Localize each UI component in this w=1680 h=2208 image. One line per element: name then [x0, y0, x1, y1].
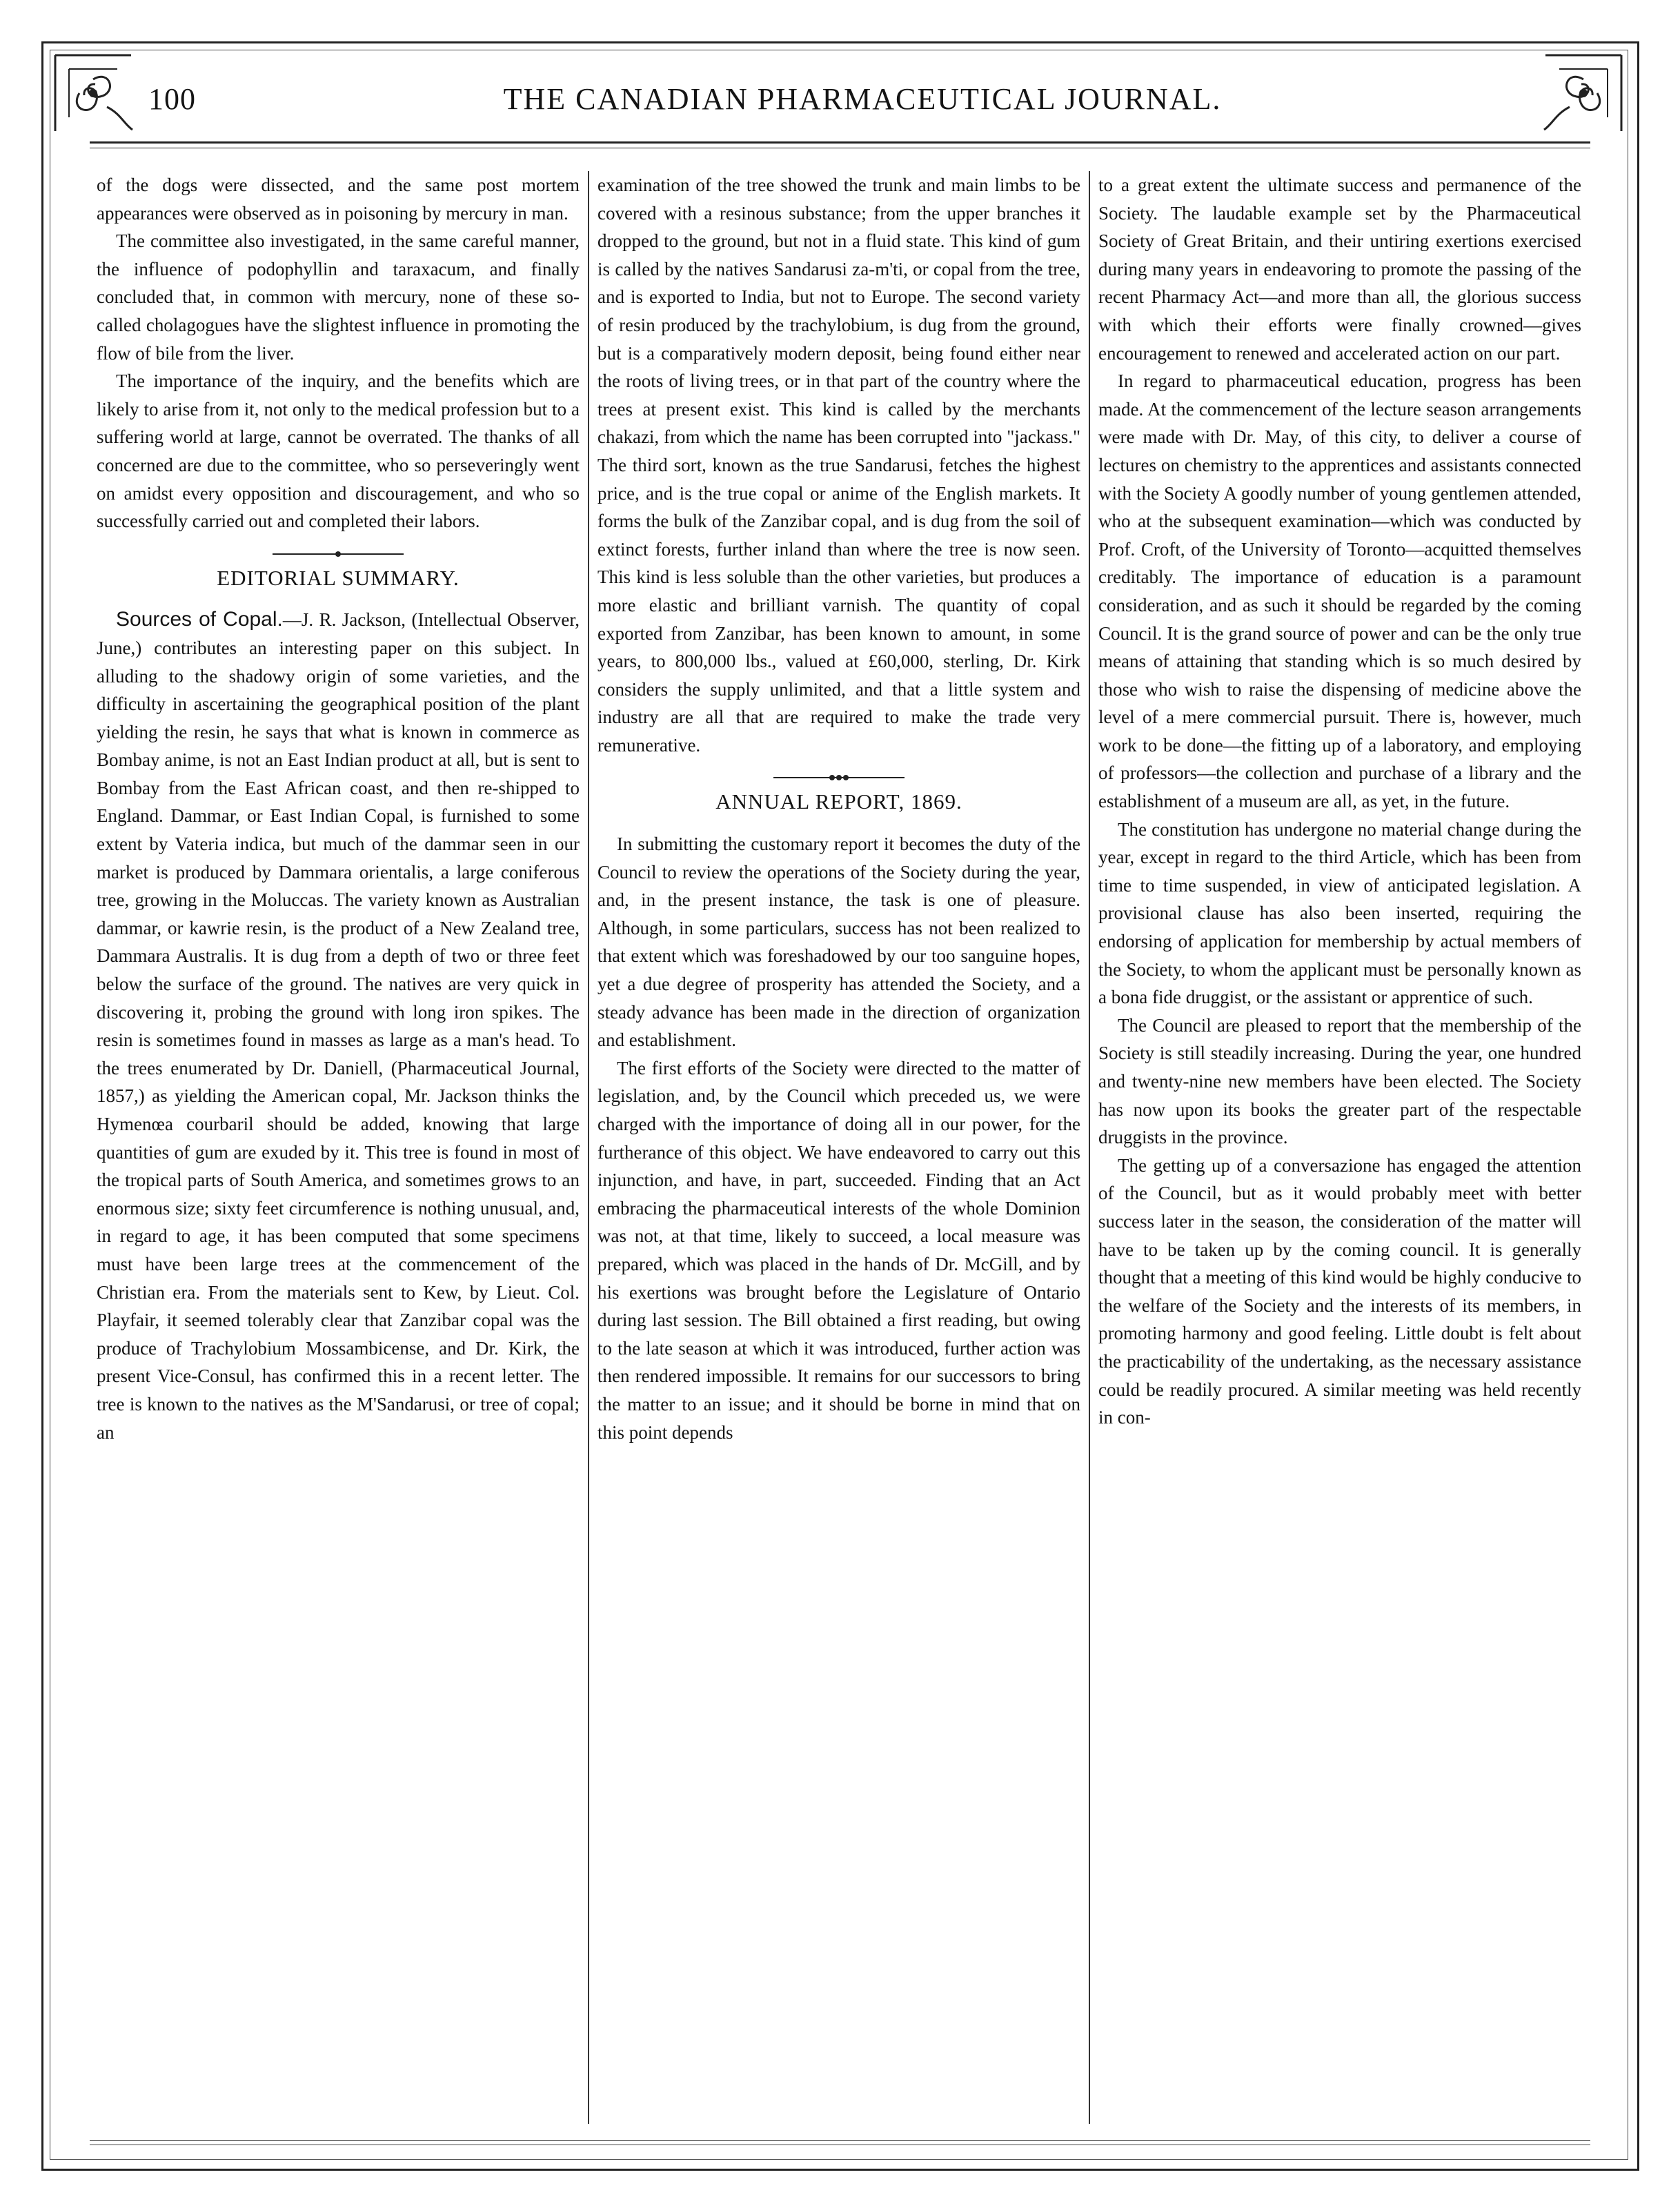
paragraph: The constitution has undergone no material change during the year, except in regard to the third Article, which has been from time to time suspended, in view of anticipated legislation. A provisional clause has also been inserted, requiring the endorsing of application for membership by actual members of the Society, to whom the applicant must be personally known as a bona fide druggist, or the assistant or apprentice of such. [1098, 818, 1581, 1008]
paragraph-text: —J. R. Jackson, (Intellectual Observer, June,) contributes an interesting paper on this subject. In alluding to the shadowy origin of some varieties, and the difficulty in ascertaining the geographical position of the plant yielding the resin, he says that what is known in commerce as Bombay animе, is not an East Indian product at all, but is sent to Bombay from the East African coast, and then re-shipped to England. Dammar, or East Indian Copal, is furnished to some extent by Vateria indica, but much of the dammar seen in our market is produced by Dammara orientalis, a large coniferous tree, growing in the Moluccas. The variety known as Australian dammar, or kawrie resin, is the product of a New Zealand tree, Dammara Australis. It is dug from a depth of two or three feet below the surface of the ground. The natives are very quick in discovering it, probing the ground with long iron spikes. The resin is sometimes found in masses as large as a man's head. To the trees enumerated by Dr. Daniell, (Pharmaceutical Journal, 1857,) as yielding the American copal, Mr. Jackson thinks the Hymenœa courbaril should be added, knowing that large quantities of gum are exuded by it. This tree is found in most of the tropical parts of South America, and sometimes grows to an enormous size; sixty feet circumference is nothing unusual, and, in regard to age, it has been computed that some specimens must have been large trees at the commencement of the Christian era. From the materials sent to Kew, by Lieut. Col. Playfair, it seemed tolerably clear that Zanzibar copal was the produce of Trachylobium Mossambicense, and Dr. Kirk, the present Vice-Consul, has confirmed this in a recent letter. The tree is known to the natives as the M'Sandarusi, or tree of copal; an [97, 609, 580, 1443]
paragraph: examination of the tree showed the trunk and main limbs to be covered with a resinous substance; from the upper branches it dropped to the ground, but not in a fluid state. This kind of gum is called by the natives Sandarusi za-m'ti, or copal from the tree, and is exported to India, but not to Europe. The second variety of resin produced by the trachylobium, is dug from the ground, but is a comparatively modern deposit, being found either near the roots of living trees, or in that part of the country where the trees at present exist. This kind is called by the merchants chakazi, from which the name has been corrupted into "jackass." The third sort, known as the true Sandarusi, fetches the highest price, and is the true copal or animе of the English markets. It forms the bulk of the Zanzibar copal, and is dug from the soil of extinct forests, further inland than where the tree is now seen. This kind is less soluble than the other varieties, but produces a more elastic and brilliant varnish. The quantity of copal exported from Zanzibar, has been known to amount, in some years, to 800,000 lbs., valued at £60,000, sterling, Dr. Kirk considers the supply unlimited, and that a little system and industry are all that are required to make the trade very remunerative. [597, 175, 1080, 756]
column-2 [597, 171, 1080, 2124]
section-divider [773, 773, 905, 782]
paragraph: The Council are pleased to report that the membership of the Society is still steadily increasing. During the year, one hundred and twenty-nine new members have been elected. The Society has now upon its books the greater part of the respectable druggists in the province. [1098, 1014, 1581, 1148]
paragraph: to a great extent the ultimate success and permanence of the Society. The laudable example set by the Pharmaceutical Society of Great Britain, and their untiring exertions exercised during many years in endeavoring to promote the passing of the recent Pharmacy Act—and more than all, the glorious success with which their efforts were finally crowned—gives encouragement to renewed and accelerated action on our part. [1098, 175, 1581, 364]
lead-title: Sources of Copal. [116, 608, 283, 631]
footer-rule [90, 2140, 1590, 2141]
column-rule-2 [1089, 171, 1090, 2124]
column-1 [97, 171, 580, 2124]
page-number: 100 [148, 82, 196, 116]
column-3 [1098, 171, 1581, 2124]
paragraph: of the dogs were dissected, and the same post mortem appearances were observed as in poisoning by mercury in man. [97, 175, 580, 224]
paragraph: The importance of the inquiry, and the benefits which are likely to arise from it, not only to the medical profession but to a suffering world at large, cannot be overrated. The thanks of all concerned are due to the committee, who so perseveringly went on amidst every opposition and discouragement, and who so successfully carried out and completed their labors. [97, 371, 580, 532]
paragraph: In submitting the customary report it becomes the duty of the Council to review the operations of the Society during the year, and, in the present instance, the task is one of pleasure. Although, in some particulars, success has not been realized to that extent which was foreshadowed by our too sanguine hopes, yet a due degree of prosperity has attended the Society, and a steady advance has been made in the direction of organization and establishment. [597, 834, 1080, 1051]
paragraph: The committee also investigated, in the same careful manner, the influence of podophyllin and taraxacum, and finally concluded that, in common with mercury, none of these so-called cholagogues have the slightest influence in promoting the flow of bile from the liver. [97, 230, 580, 364]
paragraph: The first efforts of the Society were directed to the matter of legislation, and, by the Council which preceded us, we were charged with the importance of doing all in our power, for the furtherance of this object. We have endeavored to carry out this injunction, and have, in part, succeeded. Finding that an Act embracing the pharmaceutical interests of the whole Dominion was not, at that time, likely to succeed, a local measure was prepared, which was placed in the hands of Dr. McGill, and by his exertions was brought before the Legislature of Ontario during last session. The Bill obtained a first reading, but owing to the late season at which it was introduced, further action was then rendered impossible. It remains for our successors to bring the matter to an issue; and it should be borne in mind that on this point depends [597, 1057, 1080, 1443]
header-rule [90, 141, 1590, 144]
corner-ornament-left [41, 41, 145, 145]
section-title-editorial-summary: EDITORIAL SUMMARY. [217, 565, 459, 590]
corner-ornament-right [1532, 41, 1635, 145]
section-title-annual-report: ANNUAL REPORT, 1869. [715, 789, 962, 814]
journal-title: THE CANADIAN PHARMACEUTICAL JOURNAL. [503, 82, 1222, 116]
paragraph: The getting up of a conversazione has engaged the attention of the Council, but as it would probably meet with better success later in the season, the consideration of the matter will have to be taken up by the coming council. It is generally thought that a meeting of this kind would be highly conducive to the welfare of the Society and the interests of its members, in promoting harmony and good feeling. Little doubt is felt about the practicability of the undertaking, as the necessary assistance could be readily procured. A similar meeting was held recently in con- [1098, 1154, 1581, 1428]
column-rule-1 [588, 171, 589, 2124]
section-divider [273, 549, 404, 559]
paragraph-sources-of-copal [97, 606, 580, 1446]
paragraph: In regard to pharmaceutical education, progress has been made. At the commencement of the lecture season arrangements were made with Dr. May, of this city, to deliver a course of lectures on chemistry to the apprentices and assistants connected with the Society A goodly number of young gentlemen attended, who at the subsequent examination—which was conducted by Prof. Croft, of the University of Toronto—acquitted themselves creditably. The importance of education is a paramount consideration, and as such it should be regarded by the coming Council. It is the grand source of power and can be the only true means of attaining that standing which is so much desired by those who wish to raise the dispensing of medicine above the level of a mere commercial pursuit. There is, however, much work to be done—the fitting up of a laboratory, and employing of professors—the collection and purchase of a library and the establishment of a museum are all, as yet, in the future. [1098, 371, 1581, 812]
